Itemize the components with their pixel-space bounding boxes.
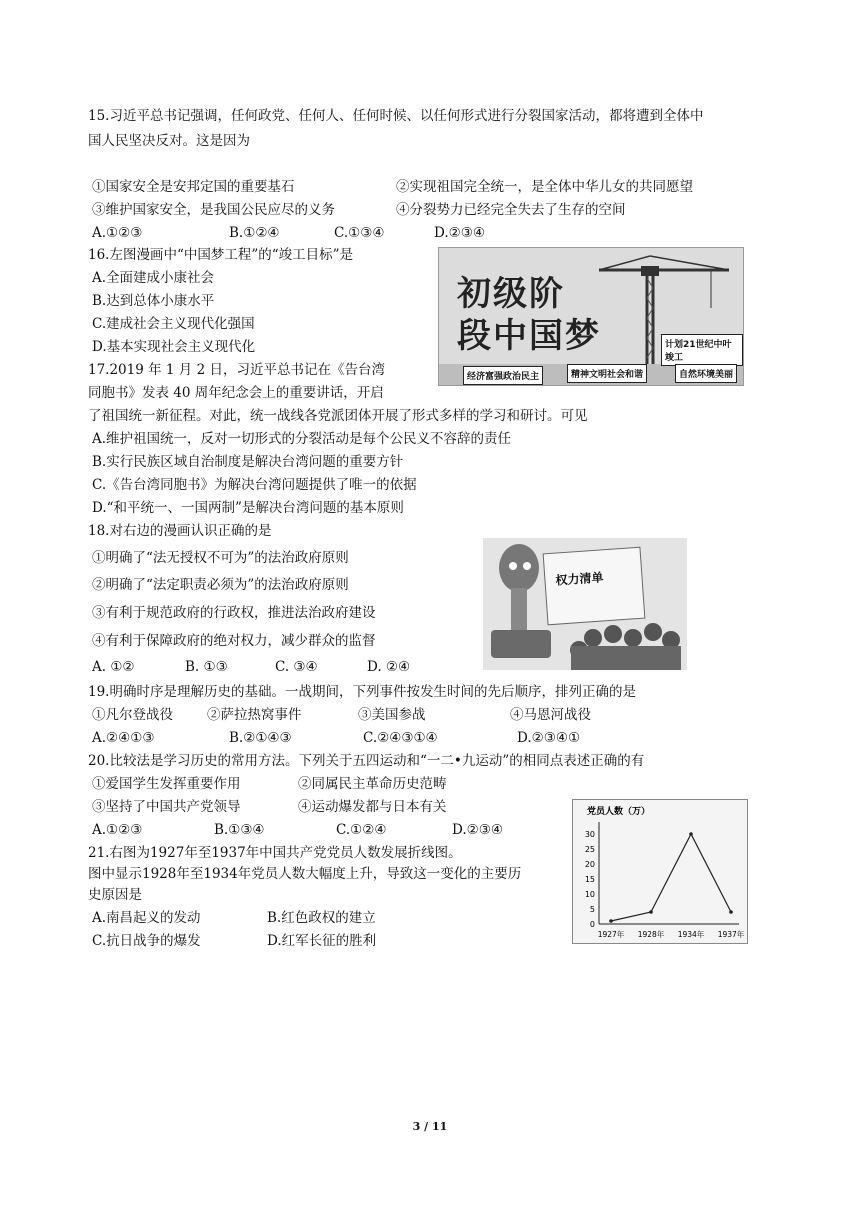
comic-title-line1: 初级阶 — [457, 274, 565, 314]
q17-option-d: D.“和平统一、一国两制”是解决台湾问题的基本原则 — [92, 500, 404, 516]
q15-choice-d: D.②③④ — [434, 225, 485, 241]
q15-choice-b: B.①②④ — [229, 225, 280, 241]
q18-choice-c: C. ③④ — [275, 659, 318, 675]
q20-option-4: ④运动爆发都与日本有关 — [298, 799, 447, 815]
y-tick-label: 5 — [589, 905, 595, 914]
power-list-paper — [543, 547, 646, 626]
q15-stem-line2: 国人民坚决反对。这是因为 — [88, 133, 250, 149]
q19-choice-c: C.②④③①④ — [363, 730, 438, 746]
q15-option-1: ①国家安全是安邦定国的重要基石 — [92, 179, 295, 195]
q18-option-2: ②明确了“法定职责必须为”的法治政府原则 — [92, 577, 349, 593]
q21-option-d: D.红军长征的胜利 — [267, 933, 377, 949]
series-line — [611, 834, 731, 921]
q21-stem-line3: 史原因是 — [88, 887, 142, 903]
y-tick-label: 25 — [584, 845, 595, 854]
q16-option-a: A.全面建成小康社会 — [92, 270, 215, 286]
q15-option-4: ④分裂势力已经完全失去了生存的空间 — [396, 202, 626, 218]
sign-plan: 计划21世纪中叶竣工 — [661, 334, 743, 366]
q15-option-3: ③维护国家安全，是我国公民应尽的义务 — [92, 202, 335, 218]
q15-choice-c: C.①③④ — [334, 225, 385, 241]
q17-option-c: C.《告台湾同胞书》为解决台湾问题提供了唯一的依据 — [92, 477, 417, 493]
q20-choice-d: D.②③④ — [452, 822, 503, 838]
q18-choice-b: B. ①③ — [185, 659, 228, 675]
q18-option-1: ①明确了“法无授权不可为”的法治政府原则 — [92, 550, 349, 566]
q20-option-3: ③坚持了中国共产党领导 — [92, 799, 241, 815]
q19-event-1: ①凡尔登战役 — [92, 707, 173, 723]
power-list-comic — [483, 538, 687, 670]
q17-stem-line3: 了祖国统一新征程。对此，统一战线各党派团体开展了形式多样的学习和研讨。可见 — [88, 408, 588, 424]
china-dream-comic — [438, 247, 744, 386]
q19-event-4: ④马恩河战役 — [510, 707, 591, 723]
y-tick-label: 20 — [584, 860, 595, 869]
data-point — [689, 832, 693, 836]
sign-civilization: 精神文明社会和谐 — [567, 364, 647, 383]
q16-option-b: B.达到总体小康水平 — [92, 293, 215, 309]
q21-option-b: B.红色政权的建立 — [267, 910, 376, 926]
y-tick-label: 30 — [584, 830, 595, 839]
party-membership-chart — [572, 799, 748, 944]
y-tick-label: 0 — [589, 920, 595, 929]
x-tick-label: 1927年 — [597, 930, 625, 939]
q15-choice-a: A.①②③ — [92, 225, 143, 241]
q19-event-3: ③美国参战 — [358, 707, 426, 723]
q17-stem-line2: 同胞书》发表 40 周年纪念会上的重要讲话，开启 — [88, 385, 384, 401]
q18-option-4: ④有利于保障政府的绝对权力，减少群众的监督 — [92, 633, 376, 649]
q18-choice-a: A. ①② — [92, 659, 135, 675]
q21-option-c: C.抗日战争的爆发 — [92, 933, 201, 949]
power-list-label: 权力清单 — [555, 570, 604, 588]
q17-option-b: B.实行民族区域自治制度是解决台湾问题的重要方针 — [92, 454, 404, 470]
q19-choice-d: D.②③④① — [517, 730, 581, 746]
q20-option-2: ②同属民主革命历史范畴 — [298, 776, 447, 792]
q19-stem: 19.明确时序是理解历史的基础。一战期间，下列事件按发生时间的先后顺序，排列正确的是 — [88, 684, 636, 700]
q21-stem-line2: 图中显示1928年至1934年党员人数大幅度上升，导致这一变化的主要历 — [88, 866, 522, 882]
q20-choice-c: C.①②④ — [336, 822, 387, 838]
q20-stem: 20.比较法是学习历史的常用方法。下列关于五四运动和“一二•九运动”的相同点表述正确的有 — [88, 753, 645, 769]
sign-economy: 经济富强政治民主 — [463, 366, 543, 385]
q19-choice-a: A.②④①③ — [92, 730, 155, 746]
q17-stem-line1: 17.2019 年 1 月 2 日，习近平总书记在《告台湾 — [88, 362, 385, 378]
q18-option-3: ③有利于规范政府的行政权，推进法治政府建设 — [92, 605, 376, 621]
q21-stem-line1: 21.右图为1927年至1937年中国共产党党员人数发展折线图。 — [88, 845, 462, 861]
chart-title: 党员人数（万） — [587, 807, 651, 817]
q21-option-a: A.南昌起义的发动 — [92, 910, 201, 926]
q20-choice-b: B.①③④ — [214, 822, 265, 838]
party-membership-line-chart — [573, 800, 747, 943]
q20-option-1: ①爱国学生发挥重要作用 — [92, 776, 241, 792]
q19-event-2: ②萨拉热窝事件 — [207, 707, 302, 723]
q16-option-d: D.基本实现社会主义现代化 — [92, 339, 256, 355]
q18-stem: 18.对右边的漫画认识正确的是 — [88, 523, 272, 539]
q19-choice-b: B.②①④③ — [229, 730, 292, 746]
y-tick-label: 10 — [584, 890, 595, 899]
data-point — [609, 919, 613, 923]
q15-option-2: ②实现祖国完全统一，是全体中华儿女的共同愿望 — [396, 179, 693, 195]
q17-option-a: A.维护祖国统一，反对一切形式的分裂活动是每个公民义不容辞的责任 — [92, 431, 512, 447]
data-point — [729, 910, 733, 914]
comic-title-line2: 段中国梦 — [457, 316, 601, 356]
x-tick-label: 1928年 — [637, 930, 665, 939]
q15-stem-line1: 15.习近平总书记强调，任何政党、任何人、任何时候、以任何形式进行分裂国家活动，都将遭到全体中 — [88, 108, 704, 124]
q18-choice-d: D. ②④ — [367, 659, 411, 675]
x-tick-label: 1934年 — [677, 930, 705, 939]
q20-choice-a: A.①②③ — [92, 822, 143, 838]
q16-stem: 16.左图漫画中“中国梦工程”的“竣工目标”是 — [88, 247, 354, 263]
data-point — [649, 910, 653, 914]
x-tick-label: 1937年 — [717, 930, 745, 939]
page-number: 3 / 11 — [412, 1120, 448, 1133]
y-tick-label: 15 — [584, 875, 595, 884]
q16-option-c: C.建成社会主义现代化强国 — [92, 316, 255, 332]
sign-nature: 自然环境美丽 — [675, 364, 737, 383]
